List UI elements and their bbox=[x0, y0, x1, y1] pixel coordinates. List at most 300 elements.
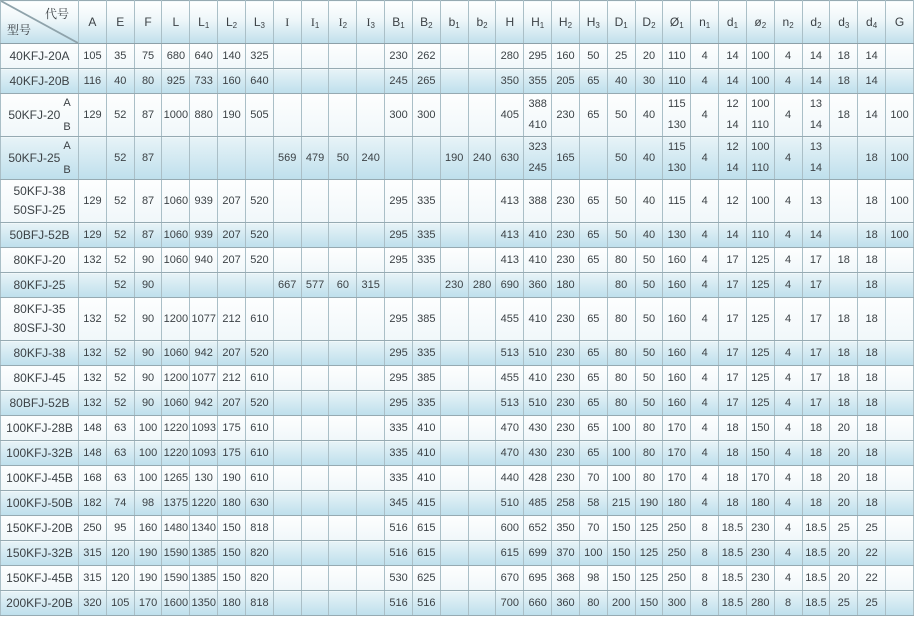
data-cell: 40 bbox=[635, 94, 663, 137]
data-cell: 129 bbox=[79, 223, 107, 248]
data-cell: 20 bbox=[830, 541, 858, 566]
data-cell: 510 bbox=[524, 341, 552, 366]
data-cell: 175 bbox=[218, 416, 246, 441]
data-cell: 230 bbox=[552, 298, 580, 341]
header-symbol: Ø bbox=[669, 14, 680, 29]
table-row bbox=[1, 273, 914, 298]
data-cell: 4 bbox=[774, 223, 802, 248]
data-cell bbox=[746, 137, 774, 180]
model-name: 200KFJ-20B bbox=[6, 596, 73, 610]
header-cell bbox=[691, 1, 719, 44]
data-cell: 132 bbox=[79, 391, 107, 416]
data-cell: 100 bbox=[886, 223, 914, 248]
data-cell: 230 bbox=[746, 516, 774, 541]
data-cell: 680 bbox=[162, 44, 190, 69]
data-cell: 50 bbox=[329, 137, 357, 180]
header-cell bbox=[468, 1, 496, 44]
header-subscript: 1 bbox=[733, 20, 739, 30]
table-body bbox=[1, 44, 914, 616]
data-cell bbox=[301, 44, 329, 69]
data-cell bbox=[468, 541, 496, 566]
row-label bbox=[1, 416, 79, 441]
data-cell: 520 bbox=[245, 248, 273, 273]
header-subscript: 2 bbox=[483, 20, 488, 30]
data-cell: 65 bbox=[579, 441, 607, 466]
model-name: 50KFJ-38 bbox=[13, 184, 66, 198]
data-cell: 350 bbox=[552, 516, 580, 541]
header-cell bbox=[134, 1, 162, 44]
model-name: 100KFJ-50B bbox=[6, 496, 73, 510]
data-cell: 335 bbox=[412, 341, 440, 366]
table-row bbox=[1, 248, 914, 273]
data-cell: 670 bbox=[496, 566, 524, 591]
data-cell: 70 bbox=[579, 466, 607, 491]
header-cell bbox=[746, 1, 774, 44]
data-cell: 18 bbox=[830, 69, 858, 94]
data-cell: 413 bbox=[496, 180, 524, 223]
data-cell bbox=[301, 566, 329, 591]
split-value: 14 bbox=[726, 162, 739, 174]
data-cell: 4 bbox=[691, 416, 719, 441]
data-cell: 1590 bbox=[162, 541, 190, 566]
data-cell bbox=[301, 366, 329, 391]
data-cell: 315 bbox=[357, 273, 385, 298]
data-cell: 18 bbox=[858, 391, 886, 416]
data-cell: 150 bbox=[635, 591, 663, 616]
data-cell: 65 bbox=[579, 298, 607, 341]
data-cell: 110 bbox=[663, 69, 691, 94]
data-cell: 80 bbox=[635, 466, 663, 491]
data-cell: 65 bbox=[579, 366, 607, 391]
data-cell bbox=[663, 137, 691, 180]
data-cell: 17 bbox=[719, 391, 747, 416]
data-cell bbox=[830, 223, 858, 248]
data-cell: 335 bbox=[385, 441, 413, 466]
header-symbol: H bbox=[586, 14, 596, 29]
data-cell bbox=[440, 223, 468, 248]
data-cell bbox=[746, 94, 774, 137]
data-cell: 63 bbox=[106, 416, 134, 441]
table-row bbox=[1, 180, 914, 223]
data-cell bbox=[385, 137, 413, 180]
data-cell: 22 bbox=[858, 566, 886, 591]
data-cell: 125 bbox=[746, 366, 774, 391]
data-cell bbox=[329, 516, 357, 541]
split-cell bbox=[747, 137, 774, 179]
data-cell: 18 bbox=[802, 466, 830, 491]
data-cell: 250 bbox=[663, 516, 691, 541]
data-cell: 335 bbox=[412, 223, 440, 248]
model-with-variants bbox=[1, 137, 78, 179]
split-value: 110 bbox=[751, 162, 770, 174]
data-cell: 160 bbox=[663, 341, 691, 366]
data-cell bbox=[357, 341, 385, 366]
split-value: 245 bbox=[528, 162, 547, 174]
data-cell bbox=[440, 391, 468, 416]
data-cell: 652 bbox=[524, 516, 552, 541]
data-cell: 600 bbox=[496, 516, 524, 541]
row-label bbox=[1, 391, 79, 416]
data-cell: 150 bbox=[607, 516, 635, 541]
data-cell: 180 bbox=[663, 491, 691, 516]
data-cell: 4 bbox=[774, 516, 802, 541]
data-cell: 610 bbox=[245, 466, 273, 491]
split-cell bbox=[719, 137, 746, 179]
split-cell bbox=[524, 94, 551, 136]
data-cell: 18 bbox=[719, 416, 747, 441]
data-cell: 52 bbox=[106, 223, 134, 248]
header-subscript: 3 bbox=[260, 20, 265, 30]
data-cell: 207 bbox=[218, 223, 246, 248]
data-cell: 190 bbox=[218, 466, 246, 491]
data-cell: 1385 bbox=[190, 541, 218, 566]
data-cell: 180 bbox=[218, 491, 246, 516]
data-cell: 132 bbox=[79, 298, 107, 341]
data-cell: 140 bbox=[218, 44, 246, 69]
data-cell: 14 bbox=[802, 44, 830, 69]
data-cell: 148 bbox=[79, 416, 107, 441]
model-name: 50KFJ-25 bbox=[8, 151, 61, 165]
data-cell: 129 bbox=[79, 180, 107, 223]
data-cell: 18 bbox=[858, 223, 886, 248]
data-cell: 942 bbox=[190, 341, 218, 366]
data-cell: 14 bbox=[719, 223, 747, 248]
data-cell: 129 bbox=[79, 94, 107, 137]
data-cell: 370 bbox=[552, 541, 580, 566]
data-cell: 17 bbox=[719, 341, 747, 366]
data-cell: 100 bbox=[607, 416, 635, 441]
data-cell: 50 bbox=[635, 366, 663, 391]
data-cell bbox=[357, 44, 385, 69]
header-symbol: d bbox=[810, 14, 818, 29]
data-cell: 87 bbox=[134, 137, 162, 180]
data-cell: 50 bbox=[635, 248, 663, 273]
data-cell: 18.5 bbox=[802, 541, 830, 566]
data-cell: 165 bbox=[552, 137, 580, 180]
data-cell bbox=[329, 44, 357, 69]
data-cell: 8 bbox=[691, 591, 719, 616]
data-cell: 295 bbox=[385, 223, 413, 248]
data-cell: 132 bbox=[79, 366, 107, 391]
data-cell: 40 bbox=[106, 69, 134, 94]
data-cell bbox=[886, 248, 914, 273]
data-cell: 230 bbox=[552, 441, 580, 466]
header-subscript: 2 bbox=[342, 20, 348, 30]
table-row bbox=[1, 298, 914, 341]
model-name: 100KFJ-28B bbox=[6, 421, 73, 435]
data-cell: 87 bbox=[134, 94, 162, 137]
data-cell bbox=[886, 541, 914, 566]
data-cell: 80 bbox=[607, 248, 635, 273]
data-cell bbox=[802, 137, 830, 180]
data-cell: 80 bbox=[635, 441, 663, 466]
data-cell: 295 bbox=[524, 44, 552, 69]
data-cell bbox=[273, 69, 301, 94]
data-cell: 695 bbox=[524, 566, 552, 591]
header-subscript: 1 bbox=[679, 20, 684, 30]
data-cell: 63 bbox=[106, 466, 134, 491]
table-row bbox=[1, 416, 914, 441]
data-cell: 14 bbox=[858, 94, 886, 137]
header-cell bbox=[245, 1, 273, 44]
data-cell: 17 bbox=[719, 273, 747, 298]
data-cell: 100 bbox=[134, 466, 162, 491]
model-name: 50SFJ-25 bbox=[13, 203, 66, 217]
data-cell: 18 bbox=[802, 416, 830, 441]
data-cell bbox=[440, 441, 468, 466]
data-cell: 125 bbox=[746, 341, 774, 366]
data-cell: 577 bbox=[301, 273, 329, 298]
model-name-multiline bbox=[1, 300, 78, 338]
data-cell bbox=[440, 94, 468, 137]
header-symbol: I bbox=[338, 14, 343, 29]
data-cell: 160 bbox=[663, 248, 691, 273]
data-cell: 175 bbox=[218, 441, 246, 466]
data-cell: 335 bbox=[385, 416, 413, 441]
header-cell bbox=[273, 1, 301, 44]
data-cell: 510 bbox=[524, 391, 552, 416]
data-cell: 18 bbox=[830, 298, 858, 341]
split-value: 12 bbox=[726, 98, 739, 110]
data-cell: 52 bbox=[106, 273, 134, 298]
data-cell bbox=[245, 273, 273, 298]
data-cell: 190 bbox=[134, 541, 162, 566]
data-cell: 18 bbox=[830, 391, 858, 416]
data-cell: 125 bbox=[746, 248, 774, 273]
data-cell: 520 bbox=[245, 223, 273, 248]
header-symbol: L bbox=[253, 14, 261, 29]
data-cell: 110 bbox=[663, 44, 691, 69]
data-cell: 250 bbox=[79, 516, 107, 541]
data-cell: 14 bbox=[802, 69, 830, 94]
data-cell bbox=[273, 591, 301, 616]
row-label bbox=[1, 248, 79, 273]
table-row bbox=[1, 137, 914, 180]
table-row bbox=[1, 69, 914, 94]
data-cell bbox=[524, 137, 552, 180]
header-symbol: b bbox=[476, 14, 484, 29]
data-cell: 150 bbox=[218, 541, 246, 566]
data-cell: 25 bbox=[858, 516, 886, 541]
header-subscript: 2 bbox=[761, 20, 767, 30]
data-cell: 610 bbox=[245, 416, 273, 441]
data-cell: 4 bbox=[691, 366, 719, 391]
data-cell bbox=[468, 416, 496, 441]
data-cell: 168 bbox=[79, 466, 107, 491]
header-cell bbox=[190, 1, 218, 44]
table-header bbox=[1, 1, 914, 44]
data-cell: 820 bbox=[245, 566, 273, 591]
header-subscript: 1 bbox=[400, 20, 405, 30]
data-cell: 1220 bbox=[162, 441, 190, 466]
data-cell: 939 bbox=[190, 223, 218, 248]
row-label bbox=[1, 273, 79, 298]
data-cell bbox=[273, 391, 301, 416]
data-cell: 18 bbox=[719, 441, 747, 466]
data-cell bbox=[440, 298, 468, 341]
data-cell: 690 bbox=[496, 273, 524, 298]
data-cell: 132 bbox=[79, 341, 107, 366]
data-cell bbox=[468, 69, 496, 94]
data-cell: 100 bbox=[746, 44, 774, 69]
corner-label-top: 代号 bbox=[44, 7, 69, 21]
data-cell: 100 bbox=[886, 94, 914, 137]
table-row bbox=[1, 94, 914, 137]
header-symbol: I bbox=[285, 14, 290, 29]
data-cell bbox=[886, 566, 914, 591]
data-cell bbox=[329, 466, 357, 491]
row-label bbox=[1, 516, 79, 541]
header-symbol: B bbox=[420, 14, 429, 29]
data-cell: 4 bbox=[774, 137, 802, 180]
table-row bbox=[1, 341, 914, 366]
data-cell: 207 bbox=[218, 180, 246, 223]
split-value: 115 bbox=[668, 98, 686, 110]
data-cell: 22 bbox=[858, 541, 886, 566]
data-cell: 516 bbox=[385, 591, 413, 616]
data-cell: 130 bbox=[190, 466, 218, 491]
model-name: 80KFJ-25 bbox=[13, 278, 66, 292]
data-cell: 150 bbox=[218, 516, 246, 541]
header-subscript: 1 bbox=[623, 20, 628, 30]
split-value: 130 bbox=[667, 119, 686, 131]
row-label bbox=[1, 298, 79, 341]
data-cell: 280 bbox=[468, 273, 496, 298]
data-cell: 295 bbox=[385, 180, 413, 223]
data-cell: 20 bbox=[635, 44, 663, 69]
data-cell: 98 bbox=[579, 566, 607, 591]
data-cell bbox=[468, 441, 496, 466]
model-name: 150KFJ-32B bbox=[6, 546, 73, 560]
data-cell: 14 bbox=[858, 44, 886, 69]
split-value: 115 bbox=[668, 141, 686, 153]
data-cell: 170 bbox=[134, 591, 162, 616]
data-cell: 18 bbox=[719, 466, 747, 491]
data-cell: 4 bbox=[691, 341, 719, 366]
data-cell: 58 bbox=[579, 491, 607, 516]
model-name: 100KFJ-32B bbox=[6, 446, 73, 460]
table-row bbox=[1, 223, 914, 248]
header-subscript: 3 bbox=[844, 20, 850, 30]
data-cell: 50 bbox=[607, 223, 635, 248]
data-cell: 14 bbox=[719, 69, 747, 94]
split-cell bbox=[663, 137, 690, 179]
data-cell: 410 bbox=[412, 441, 440, 466]
data-cell bbox=[273, 366, 301, 391]
data-cell: 90 bbox=[134, 366, 162, 391]
data-cell: 18.5 bbox=[719, 591, 747, 616]
data-cell: 170 bbox=[746, 466, 774, 491]
data-cell: 90 bbox=[134, 341, 162, 366]
data-cell: 125 bbox=[746, 391, 774, 416]
data-cell: 388 bbox=[524, 180, 552, 223]
header-cell bbox=[162, 1, 190, 44]
data-cell: 215 bbox=[607, 491, 635, 516]
data-cell: 52 bbox=[106, 391, 134, 416]
data-cell: 615 bbox=[496, 541, 524, 566]
header-cell bbox=[385, 1, 413, 44]
data-cell: 160 bbox=[134, 516, 162, 541]
data-cell bbox=[301, 466, 329, 491]
data-cell bbox=[357, 441, 385, 466]
data-cell: 1200 bbox=[162, 366, 190, 391]
data-cell: 230 bbox=[552, 180, 580, 223]
data-cell: 40 bbox=[635, 137, 663, 180]
data-cell: 250 bbox=[663, 566, 691, 591]
data-cell bbox=[357, 69, 385, 94]
data-cell: 190 bbox=[635, 491, 663, 516]
data-cell: 4 bbox=[691, 441, 719, 466]
data-cell: 625 bbox=[412, 566, 440, 591]
data-cell: 430 bbox=[524, 416, 552, 441]
variant-letter: A bbox=[63, 97, 71, 109]
data-cell: 35 bbox=[106, 44, 134, 69]
data-cell: 40 bbox=[607, 69, 635, 94]
data-cell bbox=[301, 180, 329, 223]
data-cell: 350 bbox=[496, 69, 524, 94]
data-cell: 105 bbox=[79, 44, 107, 69]
data-cell: 4 bbox=[691, 248, 719, 273]
data-cell: 4 bbox=[774, 94, 802, 137]
table-row bbox=[1, 541, 914, 566]
model-name: 40KFJ-20B bbox=[9, 74, 70, 88]
data-cell: 4 bbox=[774, 466, 802, 491]
data-cell: 470 bbox=[496, 416, 524, 441]
data-cell: 80 bbox=[607, 273, 635, 298]
row-label bbox=[1, 223, 79, 248]
data-cell: 410 bbox=[524, 248, 552, 273]
data-cell: 405 bbox=[496, 94, 524, 137]
data-cell bbox=[329, 180, 357, 223]
data-cell: 230 bbox=[746, 566, 774, 591]
data-cell: 230 bbox=[552, 223, 580, 248]
data-cell bbox=[468, 94, 496, 137]
header-row bbox=[1, 1, 914, 44]
data-cell: 60 bbox=[329, 273, 357, 298]
split-cell bbox=[803, 94, 830, 136]
data-cell: 325 bbox=[245, 44, 273, 69]
data-cell bbox=[440, 541, 468, 566]
model-name: 150KFJ-45B bbox=[6, 571, 73, 585]
data-cell: 320 bbox=[79, 591, 107, 616]
header-subscript: 3 bbox=[370, 20, 375, 30]
data-cell: 4 bbox=[774, 541, 802, 566]
row-label bbox=[1, 591, 79, 616]
data-cell: 1385 bbox=[190, 566, 218, 591]
data-cell: 100 bbox=[886, 137, 914, 180]
data-cell bbox=[301, 223, 329, 248]
row-label bbox=[1, 491, 79, 516]
data-cell bbox=[886, 441, 914, 466]
header-cell bbox=[79, 1, 107, 44]
data-cell bbox=[412, 137, 440, 180]
data-cell: 87 bbox=[134, 223, 162, 248]
data-cell: 355 bbox=[524, 69, 552, 94]
data-cell: 120 bbox=[106, 541, 134, 566]
split-value: 130 bbox=[667, 162, 686, 174]
data-cell: 368 bbox=[552, 566, 580, 591]
data-cell: 385 bbox=[412, 366, 440, 391]
data-cell: 130 bbox=[663, 223, 691, 248]
header-symbol: E bbox=[116, 15, 125, 29]
data-cell: 50 bbox=[607, 137, 635, 180]
data-cell: 4 bbox=[774, 566, 802, 591]
split-value: 13 bbox=[809, 141, 823, 153]
split-value: 12 bbox=[726, 141, 739, 153]
data-cell: 4 bbox=[774, 248, 802, 273]
data-cell: 17 bbox=[802, 341, 830, 366]
data-cell bbox=[886, 298, 914, 341]
